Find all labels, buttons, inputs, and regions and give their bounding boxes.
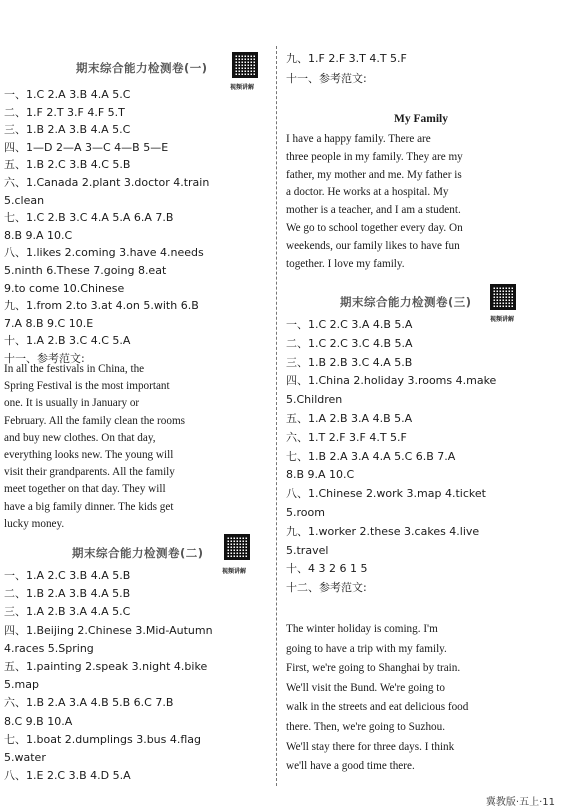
essay-line: walk in the streets and eat delicious food [286,701,469,714]
answer-line: 5.clean [4,193,45,207]
answer-line: 六、1.T 2.F 3.F 4.T 5.F [286,430,407,444]
essay-line: and buy new clothes. On that day, [4,431,156,444]
essay-line: have a big family dinner. The kids get [4,500,174,513]
answer-line: 九、1.F 2.F 3.T 4.T 5.F [286,52,407,65]
answer-line: 十、4 3 2 6 1 5 [286,562,368,576]
essay-line: we'll have a good time there. [286,760,415,773]
answer-line: 十二、参考范文: [286,581,367,595]
answer-line: 八、1.Chinese 2.work 3.map 4.ticket [286,487,486,501]
answer-line: 一、1.C 2.A 3.B 4.A 5.C [4,88,131,101]
essay-line: In all the festivals in China, the [4,363,145,375]
essay-line: We'll visit the Bund. We're going to [286,681,445,694]
answer-line: 九、1.from 2.to 3.at 4.on 5.with 6.B [4,299,199,313]
answer-line: 8.B 9.A 10.C [4,228,73,242]
answer-line: 六、1.B 2.A 3.A 4.B 5.B 6.C 7.B [4,696,174,710]
answer-line: 四、1—D 2—A 3—C 4—B 5—E [4,140,169,154]
essay-line: First, we're going to Shanghai by train. [286,662,461,675]
answer-line: 七、1.C 2.B 3.C 4.A 5.A 6.A 7.B [4,211,174,225]
essay-line: visit their grandparents. All the family [4,466,175,479]
answer-line: 三、1.B 2.A 3.B 4.A 5.C [4,123,131,137]
qr-code-icon[interactable] [224,534,250,560]
answer-line: 九、1.worker 2.these 3.cakes 4.live [286,524,480,538]
qr-code-icon[interactable] [490,284,516,310]
answer-line: 5.water [4,751,46,764]
answer-line: 十一、参考范文: [286,72,367,85]
answer-line: 4.races 5.Spring [4,641,94,655]
essay-line: Spring Festival is the most important [4,380,170,393]
qr-label: 视频讲解 [230,84,255,91]
answer-line: 三、1.A 2.B 3.A 4.A 5.C [4,605,131,619]
answer-line: 5.ninth 6.These 7.going 8.eat [4,264,167,277]
essay-line: together. I love my family. [286,257,405,270]
answer-line: 一、1.C 2.C 3.A 4.B 5.A [286,318,413,331]
answer-line: 十一、参考范文: [4,352,85,365]
answer-line: 七、1.B 2.A 3.A 4.A 5.C 6.B 7.A [286,449,456,463]
answer-line: 六、1.Canada 2.plant 3.doctor 4.train [4,176,210,189]
answer-line: 9.to come 10.Chinese [4,281,125,295]
answer-line: 二、1.F 2.T 3.F 4.F 5.T [4,105,125,119]
essay-line: going to have a trip with my family. [286,642,447,655]
qr-label: 视频讲解 [222,568,247,575]
essay-line: I have a happy family. There are [286,133,431,145]
essay-line: three people in my family. They are my [286,150,463,163]
answer-line: 四、1.China 2.holiday 3.rooms 4.make [286,374,497,388]
answer-line: 三、1.B 2.B 3.C 4.A 5.B [286,355,413,369]
qr-label: 视频讲解 [490,316,515,323]
answer-line: 五、1.A 2.B 3.A 4.B 5.A [286,412,413,425]
answer-line: 8.B 9.A 10.C [286,468,355,482]
essay-line: lucky money. [4,517,65,530]
essay-line: there. Then, we're going to Suzhou. [286,721,446,733]
essay-line: father, my mother and me. My father is [286,168,462,181]
section-title-1: 期末综合能力检测卷(一) [76,61,208,75]
essay-line: We go to school together every day. On [286,222,463,234]
answer-line: 二、1.C 2.C 3.C 4.B 5.A [286,336,413,350]
qr-code-icon[interactable] [232,52,258,78]
essay-line: everything looks new. The young will [4,449,174,461]
essay-line: The winter holiday is coming. I'm [286,623,438,635]
answer-line: 五、1.B 2.C 3.B 4.C 5.B [4,158,131,172]
essay-line: meet together on that day. They will [4,483,166,496]
essay-line: one. It is usually in January or [4,397,140,410]
answer-line: 5.map [4,678,39,692]
essay-line: February. All the family clean the rooms [4,414,186,427]
essay-line: mother is a teacher, and I am a student. [286,204,461,217]
page-footer: 冀教版·五上·11 [485,797,555,808]
answer-line: 7.A 8.B 9.C 10.E [4,316,94,330]
answer-line: 八、1.E 2.C 3.B 4.D 5.A [4,769,131,783]
answer-line: 5.room [286,506,325,519]
section-title-2: 期末综合能力检测卷(二) [72,546,204,560]
answer-line: 八、1.likes 2.coming 3.have 4.needs [4,246,204,260]
answer-line: 5.Children [286,393,343,407]
section-title-3: 期末综合能力检测卷(三) [340,295,472,309]
answer-line: 二、1.B 2.A 3.B 4.A 5.B [4,587,131,601]
essay-line: a doctor. He works at a hospital. My [286,186,449,199]
answer-line: 一、1.A 2.C 3.B 4.A 5.B [4,569,131,582]
essay-line: weekends, our family likes to have fun [286,239,460,252]
essay-line: We'll stay there for three days. I think [286,740,455,753]
answer-line: 8.C 9.B 10.A [4,714,73,728]
answer-line: 5.travel [286,543,329,557]
essay-title-my-family: My Family [394,113,448,125]
answer-line: 四、1.Beijing 2.Chinese 3.Mid-Autumn [4,623,213,637]
answer-line: 七、1.boat 2.dumplings 3.bus 4.flag [4,732,202,746]
answer-line: 十、1.A 2.B 3.C 4.C 5.A [4,334,131,348]
column-divider [276,46,277,786]
answer-line: 五、1.painting 2.speak 3.night 4.bike [4,660,208,673]
